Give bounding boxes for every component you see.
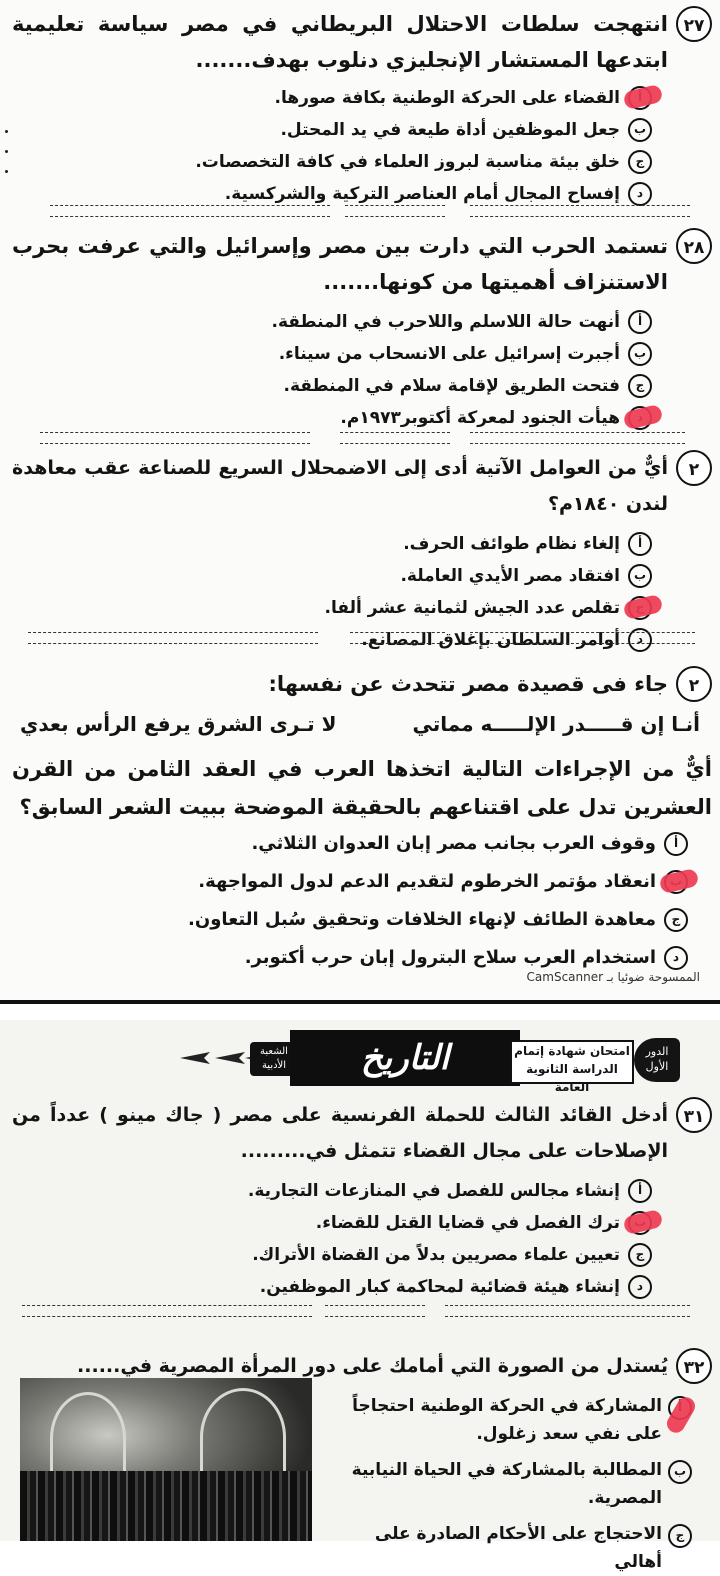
option-letter: د xyxy=(628,628,652,652)
option-letter: أ xyxy=(664,832,688,856)
option-letter: د xyxy=(628,1275,652,1299)
option-text: الاحتجاج على الأحكام الصادرة على أهالي xyxy=(374,1524,662,1572)
question-number: ٢٧ xyxy=(676,6,712,42)
option-b[interactable] xyxy=(12,1207,652,1239)
question-27 xyxy=(12,6,712,210)
divider xyxy=(350,632,445,644)
option-text: القضاء على الحركة الوطنية بكافة صورها. xyxy=(274,88,620,108)
option-letter: ب xyxy=(628,118,652,142)
option-d[interactable] xyxy=(12,1271,652,1303)
option-letter: أ xyxy=(628,310,652,334)
option-text: فتحت الطريق لإقامة سلام في المنطقة. xyxy=(283,376,620,396)
option-text: تقلص عدد الجيش لثمانية عشر ألفا. xyxy=(324,598,620,618)
option-letter: أ xyxy=(628,532,652,556)
option-b[interactable] xyxy=(12,338,652,370)
question-number: ٢ xyxy=(676,450,712,486)
options-list xyxy=(12,1175,652,1303)
option-text: إفساح المجال أمام العناصر التركية والشركسية. xyxy=(224,184,620,204)
option-letter: ج xyxy=(628,374,652,398)
option-text: استخدام العرب سلاح البترول إبان حرب أكتوبر. xyxy=(244,947,656,968)
option-a[interactable] xyxy=(12,528,652,560)
option-text: انعقاد مؤتمر الخرطوم لتقديم الدعم لدول المواجهة. xyxy=(198,871,656,892)
option-text: افتقاد مصر الأيدي العاملة. xyxy=(400,566,620,586)
divider xyxy=(340,432,450,444)
round-badge: الدور الأول xyxy=(634,1038,680,1082)
divider xyxy=(445,1305,690,1317)
question-text: أيٌّ من العوامل الآتية أدى إلى الاضمحلال السريع للصناعة عقب معاهدة لندن ١٨٤٠م؟ xyxy=(12,457,668,515)
question-number: ٣١ xyxy=(676,1097,712,1133)
option-a[interactable] xyxy=(12,82,652,114)
margin-dot xyxy=(5,150,8,153)
question-30-body xyxy=(12,750,712,980)
option-letter: ج xyxy=(664,908,688,932)
question-text: أدخل القائد الثالث للحملة الفرنسية على مصر ( جاك مينو ) عدداً من الإصلاحات على مجال القضاء تتمثل في......... xyxy=(12,1104,668,1162)
divider xyxy=(50,205,330,217)
verse-second-half: لا تـرى الشرق يرفع الرأس بعدي xyxy=(20,712,337,736)
option-letter: ب xyxy=(668,1460,692,1484)
option-text: أنهت حالة اللاسلم واللاحرب في المنطقة. xyxy=(271,312,620,332)
subject-title: التاريخ xyxy=(290,1030,520,1086)
question-28 xyxy=(12,228,712,434)
question-30 xyxy=(12,666,712,702)
option-text: معاهدة الطائف لإنهاء الخلافات وتحقيق سُبل التعاون. xyxy=(188,909,656,930)
arrow-decoration xyxy=(30,1052,280,1068)
option-a[interactable] xyxy=(12,1175,652,1207)
option-b[interactable] xyxy=(12,560,652,592)
option-c[interactable] xyxy=(12,370,652,402)
question-number: ٢ xyxy=(676,666,712,702)
divider xyxy=(470,632,695,644)
section-tag: الشعبة الأدبية xyxy=(250,1042,298,1076)
option-b[interactable] xyxy=(12,114,652,146)
option-c[interactable] xyxy=(12,1239,652,1271)
option-text: أوامر السلطان بإغلاق المصانع. xyxy=(361,630,620,650)
margin-dot xyxy=(5,130,8,133)
option-text: هيأت الجنود لمعركة أكتوبر١٩٧٣م. xyxy=(340,408,620,428)
question-intro: جاء فى قصيدة مصر تتحدث عن نفسها: xyxy=(268,672,668,696)
option-letter: ب xyxy=(628,564,652,588)
option-c[interactable] xyxy=(332,1520,692,1576)
page-separator xyxy=(0,1000,720,1020)
divider xyxy=(40,432,310,444)
question-32-options xyxy=(332,1392,692,1576)
verse-first-half: أنـا إن قـــــدر الإلـــــه مماتي xyxy=(412,712,700,736)
question-31 xyxy=(12,1097,712,1303)
option-d[interactable] xyxy=(12,402,652,434)
exam-header xyxy=(30,1030,690,1094)
option-text: تعيين علماء مصريين بدلاً من القضاة الأتراك. xyxy=(252,1245,620,1265)
question-number: ٣٢ xyxy=(676,1348,712,1384)
option-letter: ج xyxy=(668,1524,692,1548)
question-text: تستمد الحرب التي دارت بين مصر وإسرائيل والتي عرفت بحرب الاستنزاف أهميتها من كونها....... xyxy=(12,234,668,294)
option-a[interactable] xyxy=(12,828,688,866)
options-list xyxy=(12,828,688,980)
option-a[interactable] xyxy=(12,306,652,338)
option-text: إنشاء هيئة قضائية لمحاكمة كبار الموظفين. xyxy=(259,1277,620,1297)
option-text: إنشاء مجالس للفصل في المنازعات التجارية. xyxy=(247,1181,620,1201)
options-list xyxy=(12,82,652,210)
option-c[interactable] xyxy=(12,592,652,624)
option-text: وقوف العرب بجانب مصر إبان العدوان الثلاثي. xyxy=(251,833,656,854)
divider xyxy=(345,205,445,217)
divider xyxy=(325,1305,425,1317)
divider xyxy=(28,632,318,644)
question-text: انتهجت سلطات الاحتلال البريطاني في مصر سياسة تعليمية ابتدعها المستشار الإنجليزي دنلوب بهدف....... xyxy=(12,12,668,72)
divider xyxy=(22,1305,312,1317)
option-text: جعل الموظفين أداة طيعة في يد المحتل. xyxy=(280,120,620,140)
option-letter: ج xyxy=(628,1243,652,1267)
option-text: أجبرت إسرائيل على الانسحاب من سيناء. xyxy=(278,344,620,364)
exam-label: امتحان شهادة إتمام الدراسة الثانوية العامة xyxy=(510,1040,634,1084)
option-letter: أ xyxy=(628,1179,652,1203)
question-text: يُستدل من الصورة التي أمامك على دور المرأة المصرية في...... xyxy=(77,1355,668,1377)
question-text: أيٌّ من الإجراءات التالية اتخذها العرب في العقد الثامن من القرن العشرين تدل على اقتناعهم بالحقيقة الموضحة ببيت الشعر السابق؟ xyxy=(12,757,712,819)
question-number: ٢٨ xyxy=(676,228,712,264)
historical-photo xyxy=(20,1378,312,1541)
option-text: خلق بيئة مناسبة لبروز العلماء في كافة التخصصات. xyxy=(195,152,620,172)
option-text: ترك الفصل في قضايا القتل للقضاء. xyxy=(315,1213,620,1233)
option-letter: د xyxy=(628,182,652,206)
option-letter: ب xyxy=(628,342,652,366)
option-text: إلغاء نظام طوائف الحرف. xyxy=(403,534,620,554)
option-text: المشاركة في الحركة الوطنية احتجاجاً على نفي سعد زغلول. xyxy=(352,1396,662,1444)
options-list xyxy=(12,306,652,434)
margin-dot xyxy=(5,170,8,173)
divider xyxy=(470,432,685,444)
option-text: المطالبة بالمشاركة في الحياة النيابية المصرية. xyxy=(351,1460,662,1508)
option-a[interactable] xyxy=(332,1392,692,1448)
scanner-watermark: الممسوحة ضوئيا بـ CamScanner xyxy=(526,970,700,984)
option-b[interactable] xyxy=(332,1456,692,1512)
option-c[interactable] xyxy=(12,904,688,942)
option-b[interactable] xyxy=(12,866,688,904)
option-letter: د xyxy=(664,946,688,970)
question-29 xyxy=(12,450,712,656)
option-letter: ج xyxy=(628,150,652,174)
option-c[interactable] xyxy=(12,146,652,178)
divider xyxy=(470,205,690,217)
